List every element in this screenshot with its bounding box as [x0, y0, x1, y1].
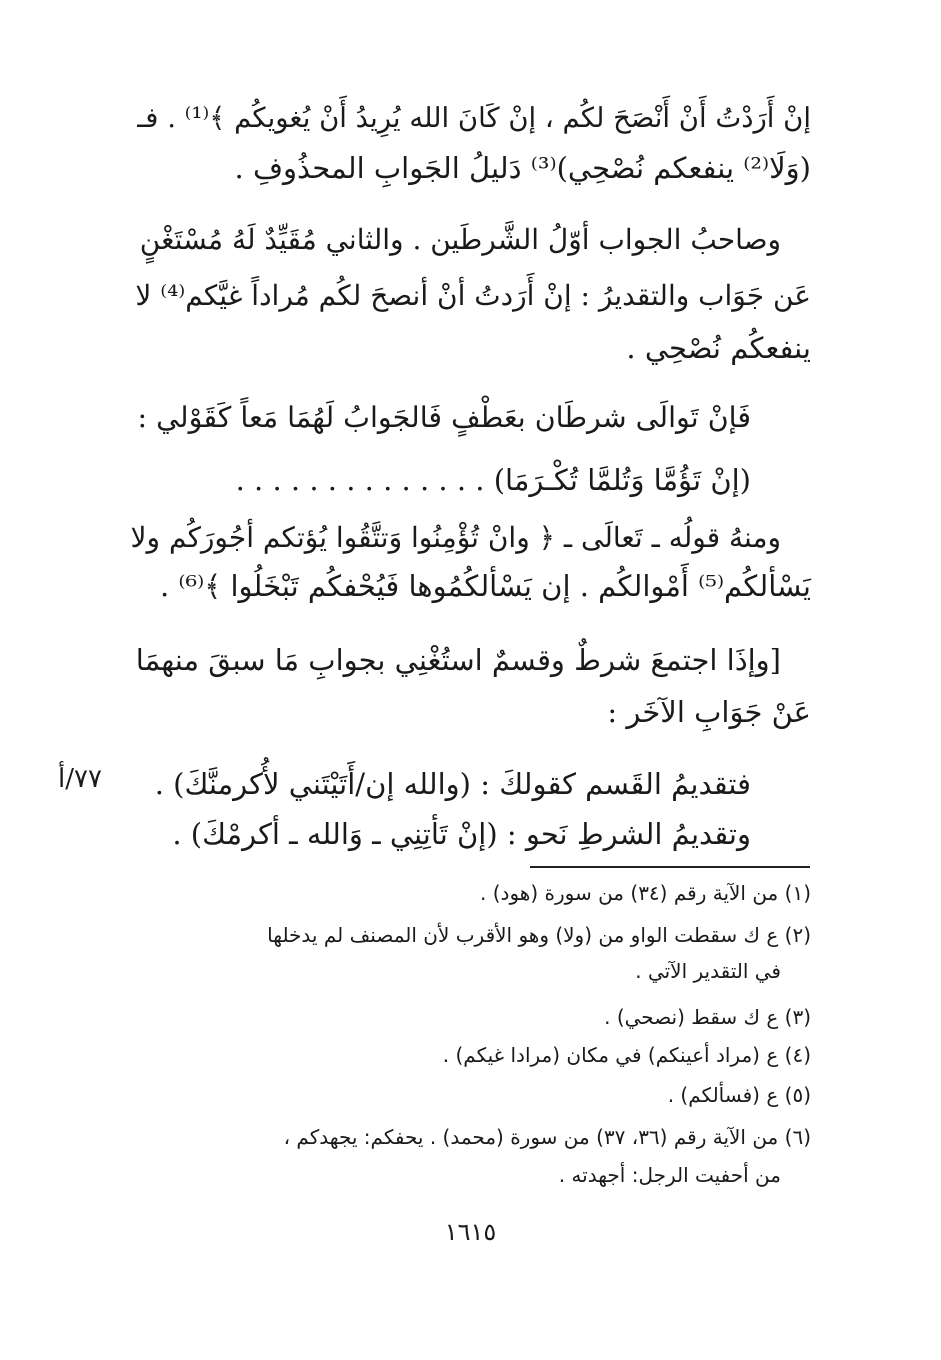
body-line-7: (إنْ تَؤُمَّا وَتُلمَّا تُكْـرَمَا) . . . . . . . . . . . . . .: [235, 463, 751, 497]
footnote-line-7: (٦) من الآية رقم (٣٦، ٣٧) من سورة (محمد) . يحفكم: يجهدكم ،: [283, 1125, 811, 1149]
body-line-6: فَإنْ تَوالَى شرطَان بعَطْفٍ فَالجَوابُ لَهُمَا مَعاً كَقَوْلي :: [137, 401, 751, 434]
body-line-3: وصاحبُ الجواب أوّلُ الشَّرطَين . والثاني مُقَيِّدٌ لَهُ مُسْتَغْنٍ: [139, 223, 781, 256]
footnote-line-6: (٥) ع (فسألكم) .: [667, 1083, 811, 1107]
body-line-4: عَن جَوَاب والتقديرُ : إنْ أَرَدتُ أنْ أنصحَ لكُم مُراداً غيَّكم⁽⁴⁾ لا: [135, 279, 811, 312]
footnote-line-5: (٤) ع (مراد أعينكم) في مكان (مرادا غيكم) .: [442, 1043, 811, 1067]
footnote-separator: [530, 866, 810, 868]
body-line-9: يَسْألكُم⁽⁵⁾ أَمْوالكُم . إن يَسْألكُمُوها فَيُحْفكُم تَبْخَلُوا ﴾⁽⁶⁾ .: [159, 569, 811, 603]
body-line-11: عَنْ جَوَابِ الآخَر :: [607, 695, 811, 729]
body-line-10: [وإذَا اجتمعَ شرطٌ وقسمٌ استُغْنِي بجوابِ مَا سبقَ منهمَا: [135, 643, 781, 677]
footnote-line-1: (١) من الآية رقم (٣٤) من سورة (هود) .: [480, 881, 811, 905]
body-line-12: فتقديمُ القَسم كقولكَ : (والله إن/أَتَيْتَني لأُكرمنَّكَ) .: [154, 767, 751, 801]
margin-folio-note: ٧٧/أ: [58, 764, 102, 794]
body-line-13: وتقديمُ الشرطِ نَحو : (إنْ تَأتِنِي ـ وَالله ـ أكرمْكَ) .: [172, 817, 751, 851]
footnote-line-3: في التقدير الآتي .: [635, 959, 781, 983]
body-line-8: ومنهُ قولُه ـ تَعالَى ـ ﴿ وانْ تُؤْمِنُوا وَتتَّقُوا يُؤتكم أجُورَكُم ولا: [130, 521, 781, 554]
footnote-line-2: (٢) ع ك سقطت الواو من (ولا) وهو الأقرب لأن المصنف لم يدخلها: [267, 923, 811, 947]
page-number: ١٦١٥: [444, 1218, 497, 1246]
body-line-2: (وَلَا⁽²⁾ ينفعكم نُصْحِي)⁽³⁾ دَليلُ الجَوابِ المحذُوفِ .: [234, 151, 811, 185]
footnote-line-8: من أحفيت الرجل: أجهدته .: [558, 1163, 781, 1187]
footnote-line-4: (٣) ع ك سقط (نصحي) .: [604, 1005, 811, 1029]
body-line-1: إنْ أَرَدْتُ أَنْ أَنْصَحَ لكُم ، إنْ كَانَ الله يُرِيدُ أَنْ يُغويكُم ﴾⁽¹⁾ . فـ: [137, 102, 811, 134]
body-line-5: ينفعكُم نُصْحِي .: [626, 331, 811, 365]
